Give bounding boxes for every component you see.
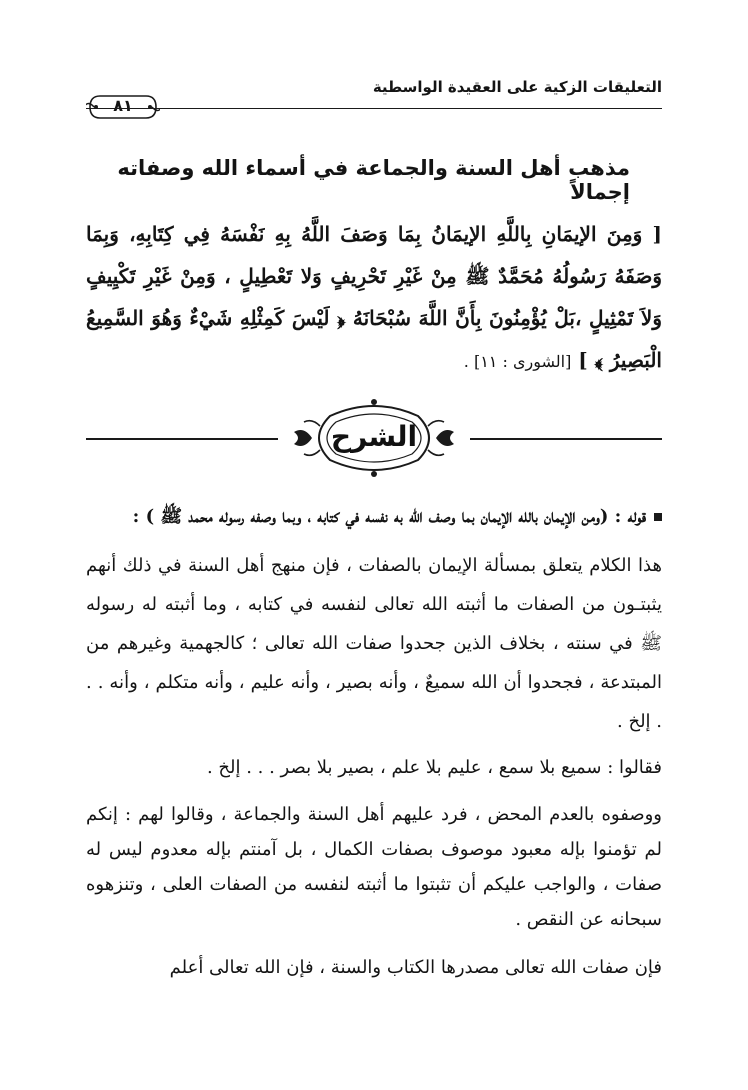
commentary-paragraph-4: فإن صفات الله تعالى مصدرها الكتاب والسنة ، فإن الله تعالى أعلم [169, 957, 662, 978]
page-number-badge [86, 92, 160, 122]
sharh-label: الشرح [330, 420, 418, 453]
commentary-paragraph-1: هذا الكلام يتعلق بمسألة الإيمان بالصفات ، فإن منهج أهل السنة في ذلك أنهم يثبتـون من الصفات ما أثبته الله تعالى لنفسه في كتابه ، وما أثبته له رسوله ﷺ في سنته ، بخلاف الذين جحدوا صفات الله تعالى ؛ كالجهمية وغيرهم من المبتدعة ، فجحدوا أن الله سميعٌ ، وأنه بصير ، وأنه عليم ، وأنه متكلم ، وأنه . . . إلخ . [86, 555, 662, 732]
running-header-title: التعليقات الزكية على العقيدة الواسطية [372, 78, 662, 96]
matn-text-block [86, 213, 662, 383]
commentary-paragraph-2: فقالوا : سميع بلا سمع ، عليم بلا علم ، بصير بلا بصر . . . إلخ . [206, 757, 662, 778]
header-rule [86, 108, 662, 109]
matn-text: [ وَمِنَ الإيمَانِ بِاللَّهِ الإيمَانُ بِمَا وَصَفَ اللَّهُ بِهِ نَفْسَهُ فِي كِتَابِهِ، وَبِمَا وَصَفَهُ رَسُولُهُ مُحَمَّدٌ ﷺ مِنْ غَيْرِ تَحْرِيفٍ وَلا تَعْطِيلٍ ، وَمِنْ غَيْرِ تَكْيِيفٍ وَلاَ تَمْثِيلٍ ،بَلْ يُؤْمِنُونَ بِأَنَّ اللَّهَ سُبْحَانَهُ ﴿ لَيْسَ كَمِثْلِهِ شَيْءٌ وَهُوَ السَّمِيعُ الْبَصِيرُ ﴾ ] [86, 222, 662, 372]
commentary-lead [86, 498, 662, 536]
section-title: مذهب أهل السنة والجماعة في أسماء الله وصفاته إجمالاً [117, 156, 630, 204]
square-bullet-icon [654, 513, 662, 521]
divider-rule-left [86, 438, 278, 440]
commentary-body [86, 498, 662, 987]
divider-rule-right [470, 438, 662, 440]
page-number: ٨١ [113, 96, 133, 115]
sharh-divider [86, 396, 662, 480]
matn-reference: [الشورى : ١١] . [463, 352, 572, 371]
commentary-paragraph-3: ووصفوه بالعدم المحض ، فرد عليهم أهل السنة والجماعة ، وقالوا لهم : إنكم لم تؤمنوا بإله معبود موصوف بصفات الكمال ، بل آمنتم بإله معدوم ليس له صفات ، والواجب عليكم أن تثبتوا ما أثبته لنفسه من الصفات العلى ، وتنزهوه سبحانه عن النقص . [86, 804, 662, 930]
commentary-lead-text: قوله : (ومن الإيمان بالله الإيمان بما وصف الله به نفسه في كتابه ، وبما وصفه رسوله محمد ﷺ ) : [132, 506, 646, 527]
